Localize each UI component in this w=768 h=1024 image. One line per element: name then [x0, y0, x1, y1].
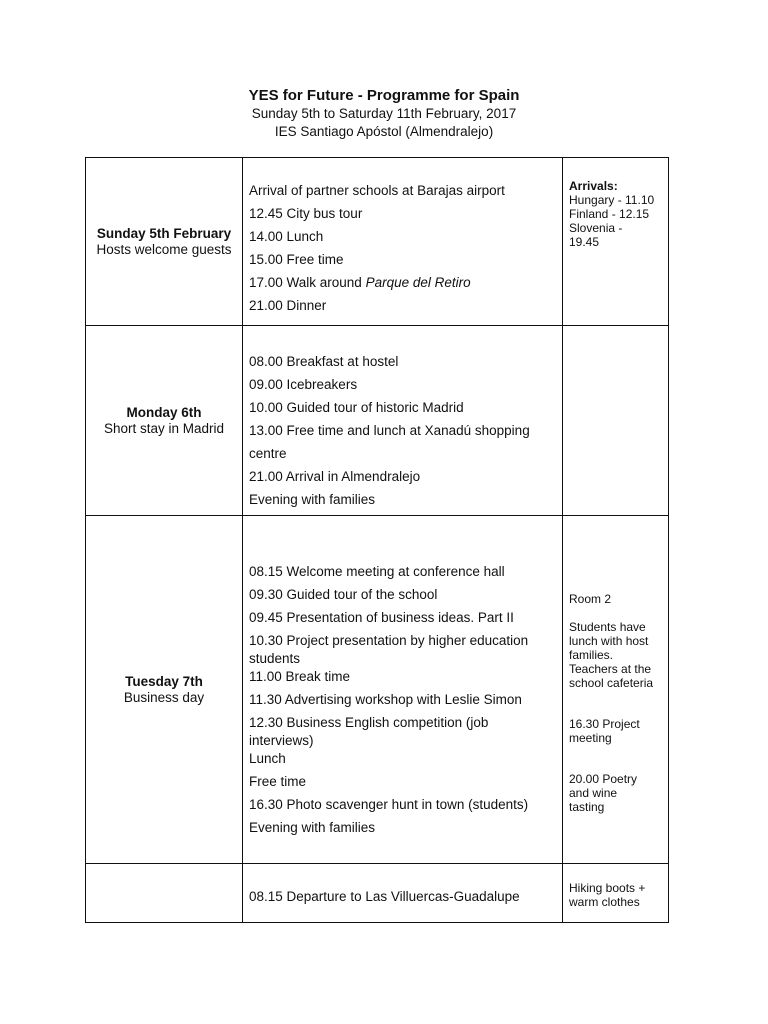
- note: lunch with host: [569, 634, 649, 648]
- day-cell: [86, 326, 243, 516]
- table-row: [86, 864, 669, 923]
- day-subtitle: Business day: [123, 689, 205, 705]
- note: meeting: [569, 731, 612, 745]
- activity: 13.00 Free time and lunch at Xanadú shopping: [249, 422, 530, 438]
- day-subtitle: Hosts welcome guests: [96, 241, 232, 257]
- schedule-table: [85, 157, 669, 923]
- activities-cell: [243, 326, 563, 516]
- notes-cell: [563, 516, 669, 864]
- note: warm clothes: [569, 895, 640, 909]
- activity: Arrival of partner schools at Barajas airport: [249, 183, 505, 198]
- document-dates: Sunday 5th to Saturday 11th February, 2017: [251, 106, 517, 121]
- notes-cell: [563, 326, 669, 516]
- day-subtitle: Short stay in Madrid: [103, 420, 225, 436]
- note: 16.30 Project: [569, 717, 640, 731]
- activity: 08.15 Departure to Las Villuercas-Guadalupe: [249, 889, 520, 904]
- activity: 09.30 Guided tour of the school: [249, 587, 438, 602]
- activities-cell: [243, 158, 563, 326]
- document-header: [0, 86, 768, 141]
- activity: interviews): [249, 733, 314, 748]
- note: tasting: [569, 800, 605, 814]
- activity: 09.45 Presentation of business ideas. Part II: [249, 610, 514, 625]
- note: school cafeteria: [569, 676, 654, 690]
- activity: 15.00 Free time: [249, 252, 344, 267]
- activity: 17.00 Walk around Parque del Retiro: [249, 275, 471, 290]
- activity: 08.00 Breakfast at hostel: [249, 353, 399, 369]
- note: and wine: [569, 786, 618, 800]
- activity: students: [249, 651, 301, 666]
- activity: Free time: [249, 774, 307, 789]
- activity: 21.00 Dinner: [249, 298, 327, 313]
- activity: Evening with families: [249, 491, 376, 507]
- note: Students have: [569, 620, 646, 634]
- note: Finland - 12.15: [569, 207, 650, 221]
- day-name: Tuesday 7th: [125, 673, 203, 689]
- day-cell: [86, 516, 243, 864]
- note: Teachers at the: [569, 662, 652, 676]
- activity: 08.15 Welcome meeting at conference hall: [249, 564, 505, 579]
- activity: 11.30 Advertising workshop with Leslie Simon: [249, 692, 522, 707]
- note: Hungary - 11.10: [569, 193, 655, 207]
- day-cell: [86, 864, 243, 923]
- activity: 12.30 Business English competition (job: [249, 715, 489, 730]
- note: Room 2: [569, 592, 612, 606]
- activity: 10.30 Project presentation by higher education: [249, 633, 529, 648]
- document-title: YES for Future - Programme for Spain: [248, 87, 520, 104]
- activities-cell: [243, 516, 563, 864]
- activity: 14.00 Lunch: [249, 229, 324, 244]
- day-name: Sunday 5th February: [96, 225, 232, 241]
- day-name: Monday 6th: [126, 404, 202, 420]
- notes-title: Arrivals:: [569, 179, 618, 193]
- document-venue: IES Santiago Apóstol (Almendralejo): [274, 124, 494, 139]
- note: Slovenia -: [569, 221, 623, 235]
- activity: 21.00 Arrival in Almendralejo: [249, 468, 421, 484]
- activities-cell: [243, 864, 563, 923]
- activity: Lunch: [249, 751, 286, 766]
- table-row: [86, 516, 669, 864]
- activity: 09.00 Icebreakers: [249, 376, 358, 392]
- activity: 16.30 Photo scavenger hunt in town (students): [249, 797, 529, 812]
- activity: 11.00 Break time: [249, 669, 351, 684]
- note: families.: [569, 648, 614, 662]
- activity: centre: [249, 445, 287, 461]
- activity: 12.45 City bus tour: [249, 206, 363, 221]
- day-cell: [86, 158, 243, 326]
- note: 20.00 Poetry: [569, 772, 638, 786]
- place-name: Parque del Retiro: [365, 275, 471, 290]
- activity: Evening with families: [249, 820, 376, 835]
- note: Hiking boots +: [569, 881, 646, 895]
- notes-cell: [563, 864, 669, 923]
- note: 19.45: [569, 235, 600, 249]
- notes-cell: [563, 158, 669, 326]
- table-row: [86, 158, 669, 326]
- activity: 10.00 Guided tour of historic Madrid: [249, 399, 464, 415]
- table-row: [86, 326, 669, 516]
